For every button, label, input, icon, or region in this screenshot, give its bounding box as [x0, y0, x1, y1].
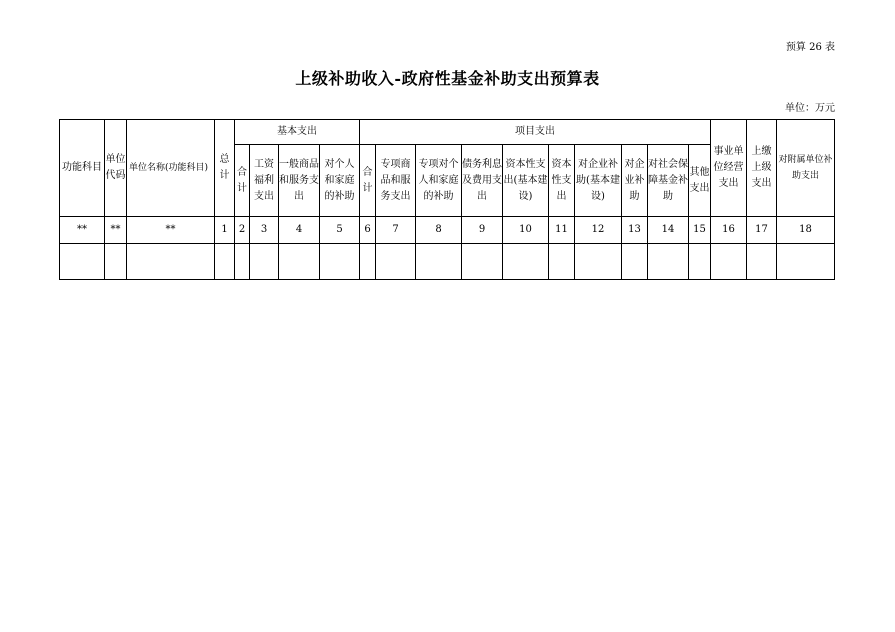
data-cell [416, 244, 462, 280]
index-cell: 12 [575, 217, 622, 244]
header-salary: 工资福利支出 [250, 145, 279, 217]
data-cell [105, 244, 127, 280]
header-func-subject: 功能科目 [60, 120, 105, 217]
index-cell: 17 [747, 217, 777, 244]
index-cell: 6 [360, 217, 376, 244]
header-special-personal: 专项对个人和家庭的补助 [416, 145, 462, 217]
index-cell: 15 [689, 217, 711, 244]
data-cell [549, 244, 575, 280]
data-cell [360, 244, 376, 280]
index-cell: 2 [235, 217, 250, 244]
header-goods: 一般商品和服务支出 [279, 145, 320, 217]
index-cell: ** [105, 217, 127, 244]
header-other: 其他支出 [689, 145, 711, 217]
index-cell: 8 [416, 217, 462, 244]
data-cell [250, 244, 279, 280]
data-cell [60, 244, 105, 280]
data-cell [711, 244, 747, 280]
index-cell: ** [127, 217, 215, 244]
index-cell: 10 [503, 217, 549, 244]
data-cell [503, 244, 549, 280]
index-row [60, 217, 835, 244]
header-upper: 上缴上级支出 [747, 120, 777, 217]
data-cell [462, 244, 503, 280]
index-cell: 11 [549, 217, 575, 244]
index-cell: 13 [622, 217, 648, 244]
index-cell: 18 [777, 217, 835, 244]
index-cell: 16 [711, 217, 747, 244]
header-personal: 对个人和家庭的补助 [320, 145, 360, 217]
index-cell: 5 [320, 217, 360, 244]
header-total: 总计 [215, 120, 235, 217]
index-cell: ** [60, 217, 105, 244]
data-cell [622, 244, 648, 280]
page-title: 上级补助收入-政府性基金补助支出预算表 [295, 69, 600, 88]
header-row-1 [60, 120, 835, 145]
header-project-group: 项目支出 [360, 120, 711, 145]
data-cell [235, 244, 250, 280]
header-debt: 债务利息及费用支出 [462, 145, 503, 217]
data-cell [747, 244, 777, 280]
index-cell: 3 [250, 217, 279, 244]
data-cell [127, 244, 215, 280]
data-cell [376, 244, 416, 280]
header-basic-group: 基本支出 [235, 120, 360, 145]
form-id: 预算 26 表 [785, 42, 835, 53]
header-enterprise-basic: 对企业补助(基本建设) [575, 145, 622, 217]
header-social-fund: 对社会保障基金补助 [648, 145, 689, 217]
data-cell [215, 244, 235, 280]
header-basic-sum: 合计 [235, 145, 250, 217]
header-affiliated: 对附属单位补助支出 [777, 120, 835, 217]
data-cell [777, 244, 835, 280]
data-cell [279, 244, 320, 280]
unit-label: 单位：万元 [785, 103, 835, 114]
index-cell: 4 [279, 217, 320, 244]
header-capital: 资本性支出 [549, 145, 575, 217]
data-row [60, 244, 835, 280]
data-cell [575, 244, 622, 280]
header-project-sum: 合计 [360, 145, 376, 217]
data-cell [689, 244, 711, 280]
header-unit-code: 单位代码 [105, 120, 127, 217]
header-capital-basic: 资本性支出(基本建设) [503, 145, 549, 217]
index-cell: 1 [215, 217, 235, 244]
budget-table [59, 119, 835, 280]
index-cell: 7 [376, 217, 416, 244]
header-special-goods: 专项商品和服务支出 [376, 145, 416, 217]
index-cell: 14 [648, 217, 689, 244]
index-cell: 9 [462, 217, 503, 244]
header-business: 事业单位经营支出 [711, 120, 747, 217]
header-unit-name: 单位名称(功能科目) [127, 120, 215, 217]
header-enterprise: 对企业补助 [622, 145, 648, 217]
data-cell [648, 244, 689, 280]
data-cell [320, 244, 360, 280]
